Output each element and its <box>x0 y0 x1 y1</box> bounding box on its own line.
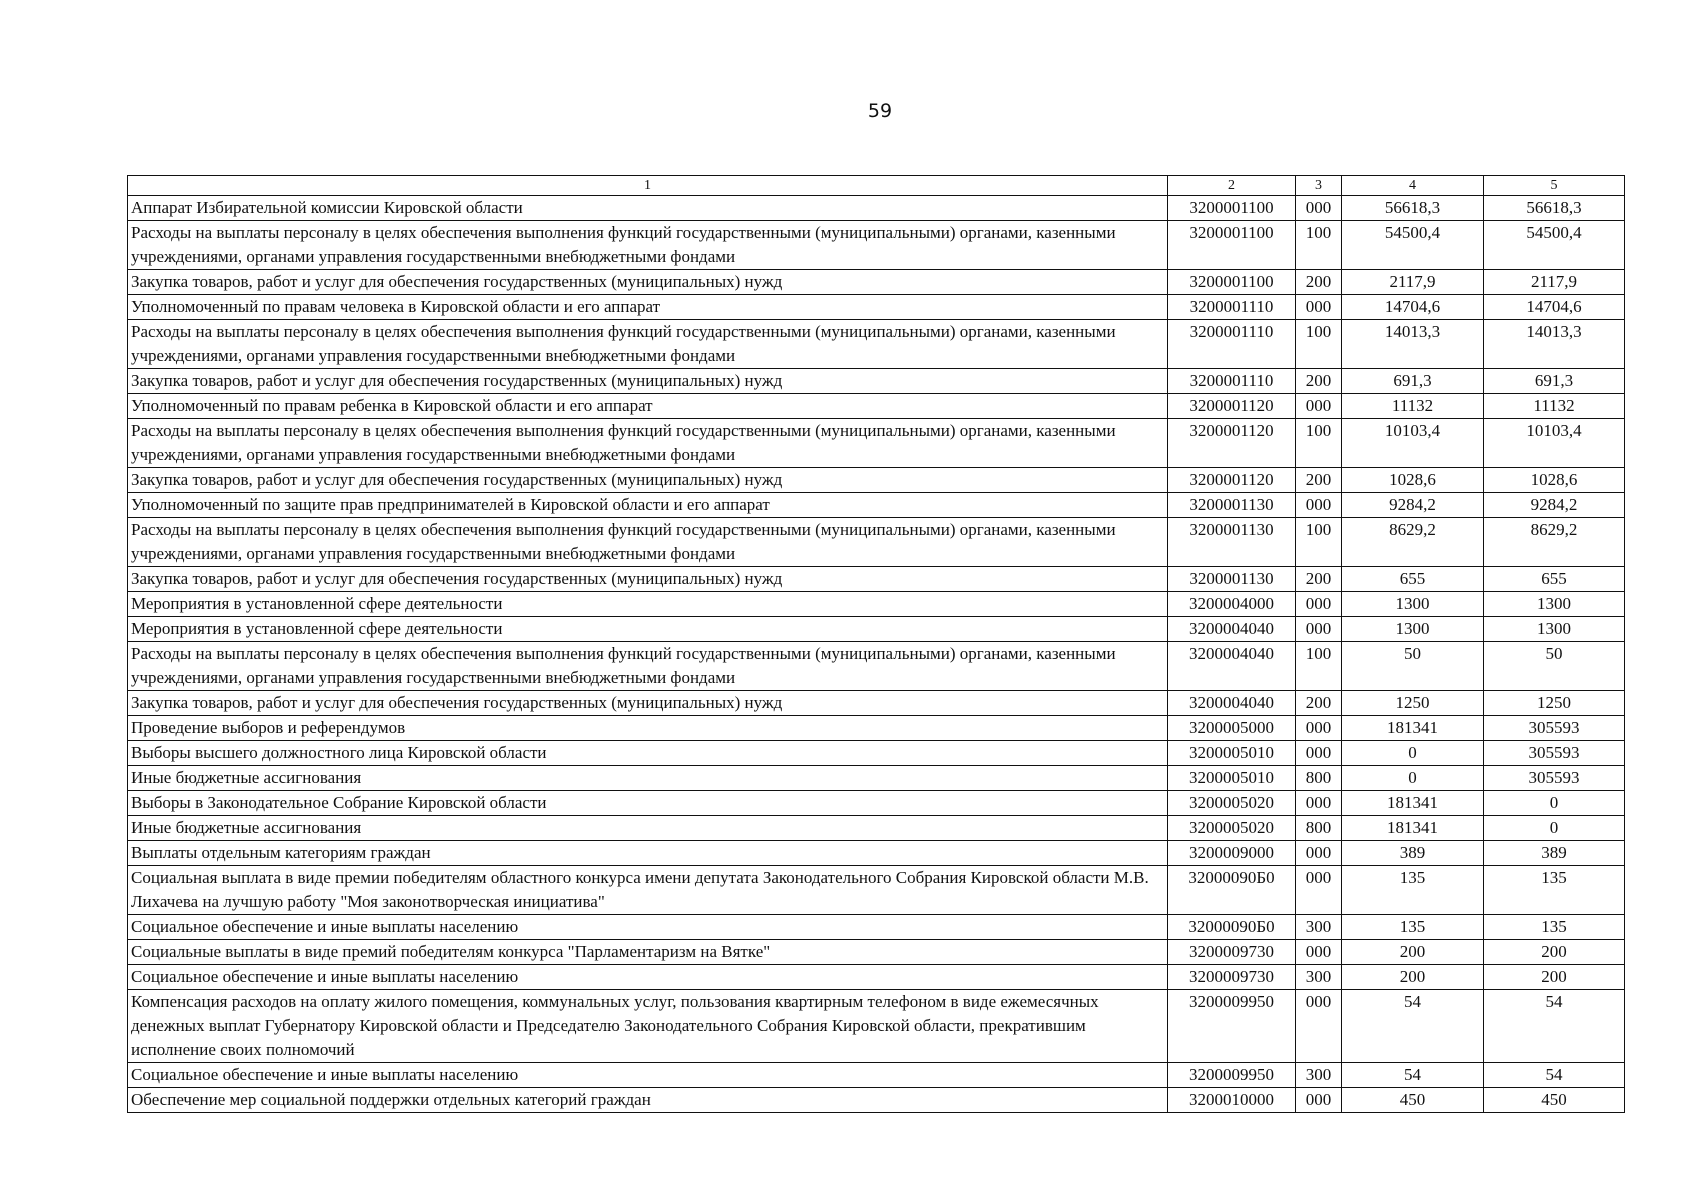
row-expense-type: 100 <box>1296 221 1342 270</box>
row-name: Уполномоченный по правам человека в Кировской области и его аппарат <box>128 295 1168 320</box>
row-code: 3200009730 <box>1168 965 1296 990</box>
table-row <box>128 642 1625 691</box>
row-name: Мероприятия в установленной сфере деятельности <box>128 592 1168 617</box>
row-sum-1: 14704,6 <box>1342 295 1484 320</box>
row-expense-type: 800 <box>1296 766 1342 791</box>
row-sum-1: 56618,3 <box>1342 196 1484 221</box>
row-code: 3200001110 <box>1168 320 1296 369</box>
row-name: Расходы на выплаты персоналу в целях обеспечения выполнения функций государственными (муниципальными) органами, казенными учреждениями, органами управления государственными внебюджетными фондами <box>128 518 1168 567</box>
row-code: 3200005010 <box>1168 766 1296 791</box>
row-expense-type: 800 <box>1296 816 1342 841</box>
column-header: 3 <box>1296 176 1342 196</box>
row-sum-1: 54 <box>1342 990 1484 1063</box>
row-code: 32000090Б0 <box>1168 866 1296 915</box>
row-code: 3200004040 <box>1168 617 1296 642</box>
row-sum-2: 305593 <box>1484 741 1625 766</box>
row-expense-type: 100 <box>1296 642 1342 691</box>
row-sum-2: 305593 <box>1484 716 1625 741</box>
row-sum-2: 691,3 <box>1484 369 1625 394</box>
row-sum-1: 655 <box>1342 567 1484 592</box>
row-name: Закупка товаров, работ и услуг для обеспечения государственных (муниципальных) нужд <box>128 567 1168 592</box>
row-code: 3200001110 <box>1168 369 1296 394</box>
table-row <box>128 419 1625 468</box>
row-sum-2: 135 <box>1484 915 1625 940</box>
row-sum-1: 200 <box>1342 965 1484 990</box>
row-expense-type: 200 <box>1296 270 1342 295</box>
table-row <box>128 270 1625 295</box>
row-expense-type: 000 <box>1296 990 1342 1063</box>
row-expense-type: 200 <box>1296 468 1342 493</box>
row-code: 3200009000 <box>1168 841 1296 866</box>
table-row <box>128 940 1625 965</box>
row-code: 3200009730 <box>1168 940 1296 965</box>
row-sum-1: 181341 <box>1342 716 1484 741</box>
table-row <box>128 592 1625 617</box>
row-expense-type: 000 <box>1296 940 1342 965</box>
row-sum-1: 54500,4 <box>1342 221 1484 270</box>
row-sum-2: 305593 <box>1484 766 1625 791</box>
row-name: Социальное обеспечение и иные выплаты населению <box>128 915 1168 940</box>
row-sum-2: 1250 <box>1484 691 1625 716</box>
row-name: Социальное обеспечение и иные выплаты населению <box>128 965 1168 990</box>
row-expense-type: 300 <box>1296 965 1342 990</box>
table-row <box>128 716 1625 741</box>
page-number: 59 <box>867 100 893 122</box>
row-code: 3200004040 <box>1168 642 1296 691</box>
row-code: 3200001130 <box>1168 493 1296 518</box>
row-sum-1: 0 <box>1342 741 1484 766</box>
budget-table <box>127 175 1625 1113</box>
row-sum-1: 0 <box>1342 766 1484 791</box>
row-expense-type: 000 <box>1296 741 1342 766</box>
table-row <box>128 493 1625 518</box>
row-code: 3200009950 <box>1168 1063 1296 1088</box>
row-sum-1: 8629,2 <box>1342 518 1484 567</box>
row-sum-2: 9284,2 <box>1484 493 1625 518</box>
table-row <box>128 841 1625 866</box>
row-expense-type: 000 <box>1296 866 1342 915</box>
table-row <box>128 990 1625 1063</box>
row-sum-2: 56618,3 <box>1484 196 1625 221</box>
row-code: 3200005000 <box>1168 716 1296 741</box>
row-sum-2: 11132 <box>1484 394 1625 419</box>
row-name: Закупка товаров, работ и услуг для обеспечения государственных (муниципальных) нужд <box>128 369 1168 394</box>
row-expense-type: 200 <box>1296 369 1342 394</box>
row-name: Выплаты отдельным категориям граждан <box>128 841 1168 866</box>
row-sum-2: 1300 <box>1484 592 1625 617</box>
table-row <box>128 617 1625 642</box>
row-sum-1: 135 <box>1342 866 1484 915</box>
row-expense-type: 000 <box>1296 592 1342 617</box>
row-sum-1: 14013,3 <box>1342 320 1484 369</box>
row-sum-2: 389 <box>1484 841 1625 866</box>
table-row <box>128 965 1625 990</box>
column-header: 4 <box>1342 176 1484 196</box>
row-sum-2: 1300 <box>1484 617 1625 642</box>
table-row <box>128 816 1625 841</box>
row-name: Компенсация расходов на оплату жилого помещения, коммунальных услуг, пользования квартирным телефоном в виде ежемесячных денежных выплат Губернатору Кировской области и Председателю Законодательного Собрания Кировской области, прекратившим исполнение своих полномочий <box>128 990 1168 1063</box>
row-name: Обеспечение мер социальной поддержки отдельных категорий граждан <box>128 1088 1168 1113</box>
row-expense-type: 200 <box>1296 691 1342 716</box>
row-sum-2: 200 <box>1484 965 1625 990</box>
row-name: Социальная выплата в виде премии победителям областного конкурса имени депутата Законодательного Собрания Кировской области М.В. Лихачева на лучшую работу "Моя законотворческая инициатива" <box>128 866 1168 915</box>
table-row <box>128 741 1625 766</box>
row-code: 3200009950 <box>1168 990 1296 1063</box>
row-expense-type: 200 <box>1296 567 1342 592</box>
row-expense-type: 000 <box>1296 1088 1342 1113</box>
column-header: 5 <box>1484 176 1625 196</box>
row-sum-1: 691,3 <box>1342 369 1484 394</box>
table-row <box>128 394 1625 419</box>
row-code: 3200005020 <box>1168 791 1296 816</box>
table-row <box>128 1063 1625 1088</box>
row-sum-1: 1300 <box>1342 617 1484 642</box>
table-row <box>128 196 1625 221</box>
row-sum-1: 9284,2 <box>1342 493 1484 518</box>
row-code: 3200001100 <box>1168 270 1296 295</box>
row-expense-type: 000 <box>1296 295 1342 320</box>
row-name: Расходы на выплаты персоналу в целях обеспечения выполнения функций государственными (муниципальными) органами, казенными учреждениями, органами управления государственными внебюджетными фондами <box>128 642 1168 691</box>
row-sum-2: 54 <box>1484 990 1625 1063</box>
row-sum-1: 2117,9 <box>1342 270 1484 295</box>
column-header: 1 <box>128 176 1168 196</box>
column-header: 2 <box>1168 176 1296 196</box>
row-sum-2: 200 <box>1484 940 1625 965</box>
row-name: Уполномоченный по защите прав предпринимателей в Кировской области и его аппарат <box>128 493 1168 518</box>
row-code: 3200010000 <box>1168 1088 1296 1113</box>
row-name: Проведение выборов и референдумов <box>128 716 1168 741</box>
row-expense-type: 300 <box>1296 915 1342 940</box>
row-expense-type: 000 <box>1296 791 1342 816</box>
table-row <box>128 866 1625 915</box>
row-sum-2: 10103,4 <box>1484 419 1625 468</box>
row-sum-2: 54500,4 <box>1484 221 1625 270</box>
row-code: 3200004000 <box>1168 592 1296 617</box>
row-name: Мероприятия в установленной сфере деятельности <box>128 617 1168 642</box>
row-name: Выборы высшего должностного лица Кировской области <box>128 741 1168 766</box>
row-sum-1: 200 <box>1342 940 1484 965</box>
row-code: 3200005010 <box>1168 741 1296 766</box>
row-sum-1: 135 <box>1342 915 1484 940</box>
row-sum-1: 11132 <box>1342 394 1484 419</box>
table-row <box>128 691 1625 716</box>
row-name: Закупка товаров, работ и услуг для обеспечения государственных (муниципальных) нужд <box>128 468 1168 493</box>
table-row <box>128 766 1625 791</box>
row-expense-type: 000 <box>1296 617 1342 642</box>
row-sum-2: 135 <box>1484 866 1625 915</box>
table-row <box>128 221 1625 270</box>
row-sum-1: 50 <box>1342 642 1484 691</box>
row-sum-1: 54 <box>1342 1063 1484 1088</box>
row-code: 3200005020 <box>1168 816 1296 841</box>
table-row <box>128 320 1625 369</box>
table-row <box>128 791 1625 816</box>
row-expense-type: 000 <box>1296 716 1342 741</box>
row-code: 3200001100 <box>1168 196 1296 221</box>
table-row <box>128 295 1625 320</box>
row-code: 3200001120 <box>1168 419 1296 468</box>
row-sum-2: 50 <box>1484 642 1625 691</box>
row-code: 3200001100 <box>1168 221 1296 270</box>
row-sum-1: 1300 <box>1342 592 1484 617</box>
row-sum-2: 450 <box>1484 1088 1625 1113</box>
row-name: Уполномоченный по правам ребенка в Кировской области и его аппарат <box>128 394 1168 419</box>
row-sum-1: 181341 <box>1342 791 1484 816</box>
row-expense-type: 000 <box>1296 394 1342 419</box>
row-expense-type: 300 <box>1296 1063 1342 1088</box>
table-row <box>128 915 1625 940</box>
row-code: 3200001130 <box>1168 518 1296 567</box>
row-code: 3200001120 <box>1168 468 1296 493</box>
row-code: 3200004040 <box>1168 691 1296 716</box>
row-code: 32000090Б0 <box>1168 915 1296 940</box>
row-sum-2: 54 <box>1484 1063 1625 1088</box>
row-name: Иные бюджетные ассигнования <box>128 816 1168 841</box>
row-code: 3200001110 <box>1168 295 1296 320</box>
row-sum-2: 14013,3 <box>1484 320 1625 369</box>
row-expense-type: 100 <box>1296 419 1342 468</box>
table-row <box>128 369 1625 394</box>
row-sum-1: 389 <box>1342 841 1484 866</box>
row-name: Закупка товаров, работ и услуг для обеспечения государственных (муниципальных) нужд <box>128 270 1168 295</box>
row-expense-type: 000 <box>1296 493 1342 518</box>
table-row <box>128 468 1625 493</box>
row-sum-2: 8629,2 <box>1484 518 1625 567</box>
row-code: 3200001130 <box>1168 567 1296 592</box>
row-sum-1: 181341 <box>1342 816 1484 841</box>
row-sum-1: 1250 <box>1342 691 1484 716</box>
row-name: Расходы на выплаты персоналу в целях обеспечения выполнения функций государственными (муниципальными) органами, казенными учреждениями, органами управления государственными внебюджетными фондами <box>128 320 1168 369</box>
row-name: Социальное обеспечение и иные выплаты населению <box>128 1063 1168 1088</box>
row-sum-1: 10103,4 <box>1342 419 1484 468</box>
row-expense-type: 100 <box>1296 320 1342 369</box>
row-sum-2: 14704,6 <box>1484 295 1625 320</box>
row-expense-type: 100 <box>1296 518 1342 567</box>
row-name: Расходы на выплаты персоналу в целях обеспечения выполнения функций государственными (муниципальными) органами, казенными учреждениями, органами управления государственными внебюджетными фондами <box>128 221 1168 270</box>
row-expense-type: 000 <box>1296 841 1342 866</box>
row-name: Выборы в Законодательное Собрание Кировской области <box>128 791 1168 816</box>
row-name: Закупка товаров, работ и услуг для обеспечения государственных (муниципальных) нужд <box>128 691 1168 716</box>
table-body <box>128 196 1625 1113</box>
row-sum-2: 655 <box>1484 567 1625 592</box>
row-name: Социальные выплаты в виде премий победителям конкурса "Парламентаризм на Вятке" <box>128 940 1168 965</box>
row-sum-2: 2117,9 <box>1484 270 1625 295</box>
row-sum-2: 0 <box>1484 816 1625 841</box>
row-name: Расходы на выплаты персоналу в целях обеспечения выполнения функций государственными (муниципальными) органами, казенными учреждениями, органами управления государственными внебюджетными фондами <box>128 419 1168 468</box>
row-sum-1: 450 <box>1342 1088 1484 1113</box>
row-sum-2: 1028,6 <box>1484 468 1625 493</box>
row-sum-2: 0 <box>1484 791 1625 816</box>
table-header-row <box>128 176 1625 196</box>
row-name: Иные бюджетные ассигнования <box>128 766 1168 791</box>
row-expense-type: 000 <box>1296 196 1342 221</box>
row-code: 3200001120 <box>1168 394 1296 419</box>
row-sum-1: 1028,6 <box>1342 468 1484 493</box>
table-row <box>128 567 1625 592</box>
row-name: Аппарат Избирательной комиссии Кировской области <box>128 196 1168 221</box>
table-row <box>128 518 1625 567</box>
table-row <box>128 1088 1625 1113</box>
